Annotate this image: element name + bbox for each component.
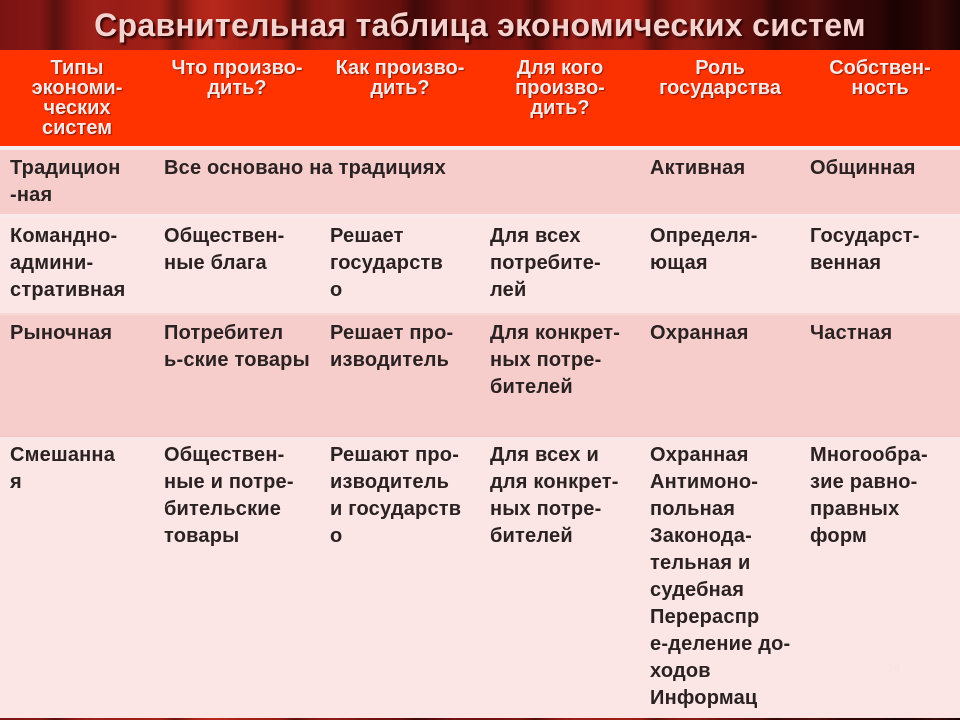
- header-ownership: Собствен-ность: [800, 50, 960, 148]
- cell-for-whom: Для всех и для конкрет-ных потре-бителей: [480, 436, 640, 718]
- table-row-market: [0, 314, 960, 436]
- cell-how: Решает государств о: [320, 216, 480, 314]
- cell-type: Смешанна я: [0, 436, 154, 718]
- cell-type: Традицион -ная: [0, 148, 154, 216]
- cell-type: Рыночная: [0, 314, 154, 436]
- table-header-row: [0, 50, 960, 148]
- slide-number: 16: [888, 662, 901, 674]
- table-row-mixed: [0, 436, 960, 718]
- cell-how: Решают про-изводитель и государств о: [320, 436, 480, 718]
- header-what: Что произво-дить?: [154, 50, 320, 148]
- cell-type: Командно-админи-стративная: [0, 216, 154, 314]
- cell-what: Потребител ь-ские товары: [154, 314, 320, 436]
- cell-what: Обществен-ные и потре-бительские товары: [154, 436, 320, 718]
- cell-ownership: Частная: [800, 314, 960, 436]
- cell-merged: Все основано на традициях: [154, 148, 640, 216]
- header-how: Как произво-дить?: [320, 50, 480, 148]
- cell-state-role: Охранная Антимоно-польная Законода-тельная и судебная Перераспр е-деление до-ходов Информац: [640, 436, 800, 718]
- cell-what: Обществен-ные блага: [154, 216, 320, 314]
- slide-title: Сравнительная таблица экономических систем: [94, 6, 866, 43]
- table-row-traditional: [0, 148, 960, 216]
- header-types: Типы экономи-ческих систем: [0, 50, 154, 148]
- cell-ownership: Многообра-зие равно-правных форм: [800, 436, 960, 718]
- cell-for-whom: Для конкрет-ных потре-бителей: [480, 314, 640, 436]
- header-state-role: Роль государства: [640, 50, 800, 148]
- cell-state-role: Охранная: [640, 314, 800, 436]
- cell-how: Решает про-изводитель: [320, 314, 480, 436]
- cell-ownership: Государст-венная: [800, 216, 960, 314]
- cell-state-role: Определя-ющая: [640, 216, 800, 314]
- cell-for-whom: Для всех потребите-лей: [480, 216, 640, 314]
- cell-ownership: Общинная: [800, 148, 960, 216]
- header-for-whom: Для кого произво-дить?: [480, 50, 640, 148]
- comparison-table: [0, 50, 960, 718]
- cell-state-role: Активная: [640, 148, 800, 216]
- table-row-command: [0, 216, 960, 314]
